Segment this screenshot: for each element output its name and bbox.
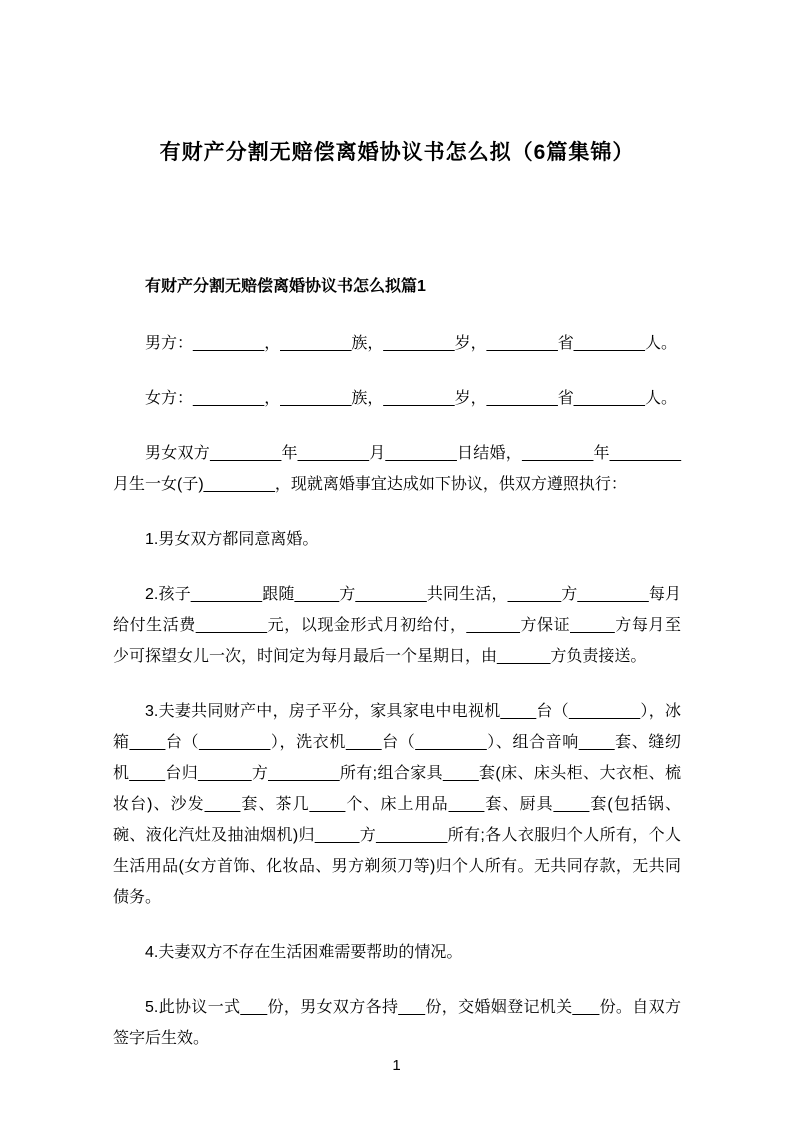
section-heading: 有财产分割无赔偿离婚协议书怎么拟篇1 [145,278,426,296]
paragraph-marriage-info: 男女双方________年________月________日结婚，________年________月生一女(子)________，现就离婚事宜达成如下协议，供双方遵照执行： [113,445,681,494]
paragraph-clause-5: 5.此协议一式___份，男女双方各持___份，交婚姻登记机关___份。自双方签字后生效。 [113,999,681,1048]
document-title: 有财产分割无赔偿离婚协议书怎么拟（6篇集锦） [159,141,635,164]
paragraph-clause-2: 2.孩子________跟随_____方________共同生活，______方________每月给付生活费________元，以现金形式月初给付，______方保证_____方每月至少可探望女儿一次，时间定为每月最后一个星期日，由______方负责接送。 [113,586,681,666]
paragraph-clause-1: 1.男女双方都同意离婚。 [145,531,319,549]
paragraph-female-party: 女方：________，________族，________岁，________省________人。 [145,390,677,408]
paragraph-male-party: 男方：________，________族，________岁，________省________人。 [145,335,677,353]
paragraph-clause-3: 3.夫妻共同财产中，房子平分，家具家电中电视机____台（________），冰箱____台（________），洗衣机____台（________）、组合音响____套、缝纫机____台归______方________所有;组合家具____套(床、床头柜、大衣柜、梳妆台)、沙发____套、茶几____个、床上用品____套、厨具____套(包括锅、碗、液化汽灶及抽油烟机)归_____方________所有;各人衣服归个人所有，个人生活用品(女方首饰、化妆品、男方剃须刀等)归个人所有。无共同存款，无共同债务。 [113,703,681,907]
paragraph-clause-4: 4.夫妻双方不存在生活困难需要帮助的情况。 [145,944,463,962]
page-number: 1 [392,1057,401,1074]
